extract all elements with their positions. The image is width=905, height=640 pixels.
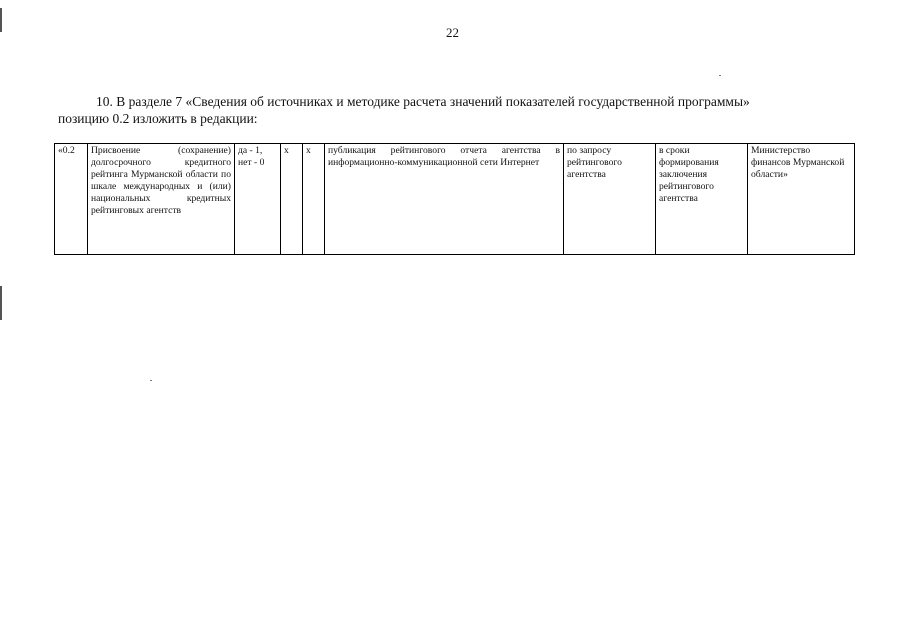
x-cell: х [281, 144, 303, 255]
paragraph-line: 10. В разделе 7 «Сведения об источниках и методике расчета значений показателей государственной программы» [96, 94, 750, 109]
deadline-cell: в сроки формирования заключения рейтингового агентства [656, 144, 748, 255]
table-row [55, 144, 855, 255]
paragraph-line: позицию 0.2 изложить в редакции: [58, 111, 258, 126]
scan-speck [150, 380, 152, 381]
source-cell: публикация рейтингового отчета агентства в информационно-коммуникационной сети Интернет [325, 144, 564, 255]
indicator-table [54, 143, 855, 255]
amendment-paragraph [58, 93, 850, 127]
responsible-cell: Министерство финансов Мурманской области» [748, 144, 855, 255]
scan-speck [719, 75, 721, 76]
x-cell: х [303, 144, 325, 255]
scan-edge-mark [0, 286, 2, 320]
position-cell: «0.2 [55, 144, 88, 255]
indicator-name-cell: Присвоение (сохранение) долгосрочного кредитного рейтинга Мурманской области по шкале международных и (или) национальных кредитных рейтинговых агентств [88, 144, 235, 255]
page-number: 22 [446, 25, 459, 40]
values-cell: да - 1, нет - 0 [235, 144, 281, 255]
frequency-cell: по запросу рейтингового агентства [564, 144, 656, 255]
